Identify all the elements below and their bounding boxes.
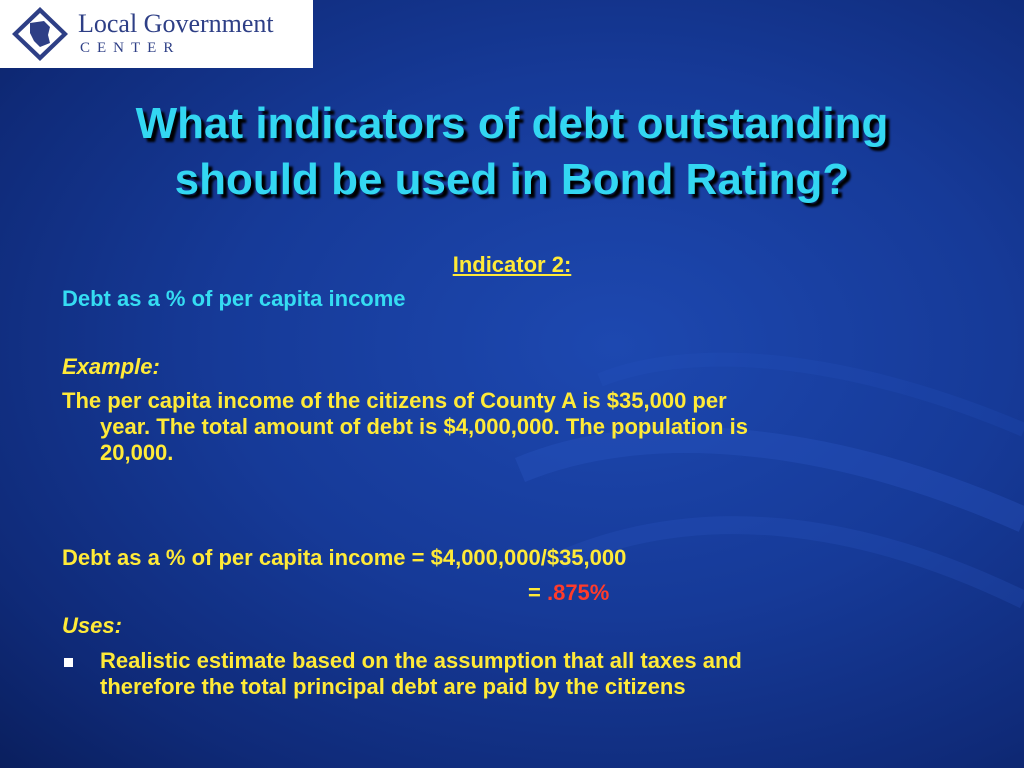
indicator-heading: Indicator 2: [452, 252, 572, 277]
wisconsin-state-emblem-icon [10, 5, 70, 63]
calculation-equals: = [528, 580, 547, 605]
uses-bullet-line-1: Realistic estimate based on the assumption that all taxes and [100, 648, 742, 673]
logo-title: Local Government [78, 8, 274, 38]
calculation-result-line [528, 580, 609, 606]
uses-bullet-item [62, 648, 952, 700]
calculation-result: .875% [546, 580, 610, 605]
uses-bullet-line-2: therefore the total principal debt are paid by the citizens [100, 674, 686, 699]
uses-label: Uses: [62, 613, 122, 638]
example-line-2: year. The total amount of debt is $4,000,000. The population is [100, 414, 748, 439]
example-line-3: 20,000. [100, 440, 174, 465]
example-label: Example: [62, 354, 160, 379]
square-bullet-icon [64, 658, 73, 667]
calculation-formula: Debt as a % of per capita income = $4,000,000/$35,000 [62, 545, 627, 570]
example-line-1: The per capita income of the citizens of County A is $35,000 per [62, 388, 727, 413]
slide-title [0, 96, 1024, 208]
local-government-center-logo [0, 0, 313, 68]
logo-subtitle: CENTER [80, 39, 181, 56]
slide-title-line-2: should be used in Bond Rating? [174, 155, 850, 204]
indicator-subtitle: Debt as a % of per capita income [62, 286, 406, 311]
example-paragraph [62, 388, 952, 466]
slide-title-line-1: What indicators of debt outstanding [135, 99, 889, 148]
